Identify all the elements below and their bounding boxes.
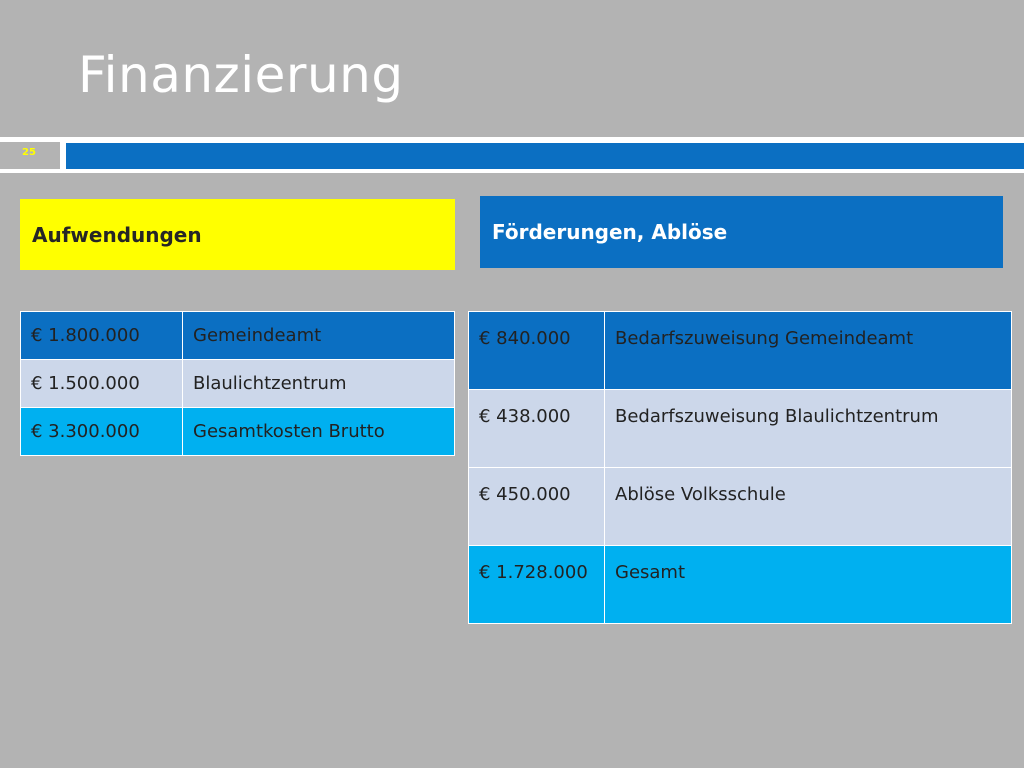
label-cell: Bedarfszuweisung Gemeindeamt [605,312,1012,390]
aufwendungen-table [20,311,455,456]
label-cell: Gemeindeamt [183,312,455,360]
label-cell: Gesamtkosten Brutto [183,408,455,456]
page-number: 25 [22,147,36,158]
table-row [469,312,1012,390]
label-cell: Bedarfszuweisung Blaulichtzentrum [605,390,1012,468]
slide-title: Finanzierung [78,46,404,104]
header-blue-strip [66,143,1024,169]
label-cell: Blaulichtzentrum [183,360,455,408]
table-row [469,390,1012,468]
amount-cell: € 3.300.000 [21,408,183,456]
table-row [469,468,1012,546]
amount-cell: € 1.728.000 [469,546,605,624]
table-row [21,360,455,408]
aufwendungen-header [20,199,455,270]
amount-cell: € 450.000 [469,468,605,546]
table-row [469,546,1012,624]
foerderungen-table [468,311,1012,624]
foerderungen-header-label: Förderungen, Ablöse [492,220,728,244]
table-row [21,312,455,360]
table-row [21,408,455,456]
aufwendungen-header-label: Aufwendungen [32,222,202,247]
amount-cell: € 438.000 [469,390,605,468]
foerderungen-header [480,196,1003,268]
amount-cell: € 840.000 [469,312,605,390]
label-cell: Gesamt [605,546,1012,624]
label-cell: Ablöse Volksschule [605,468,1012,546]
amount-cell: € 1.800.000 [21,312,183,360]
amount-cell: € 1.500.000 [21,360,183,408]
